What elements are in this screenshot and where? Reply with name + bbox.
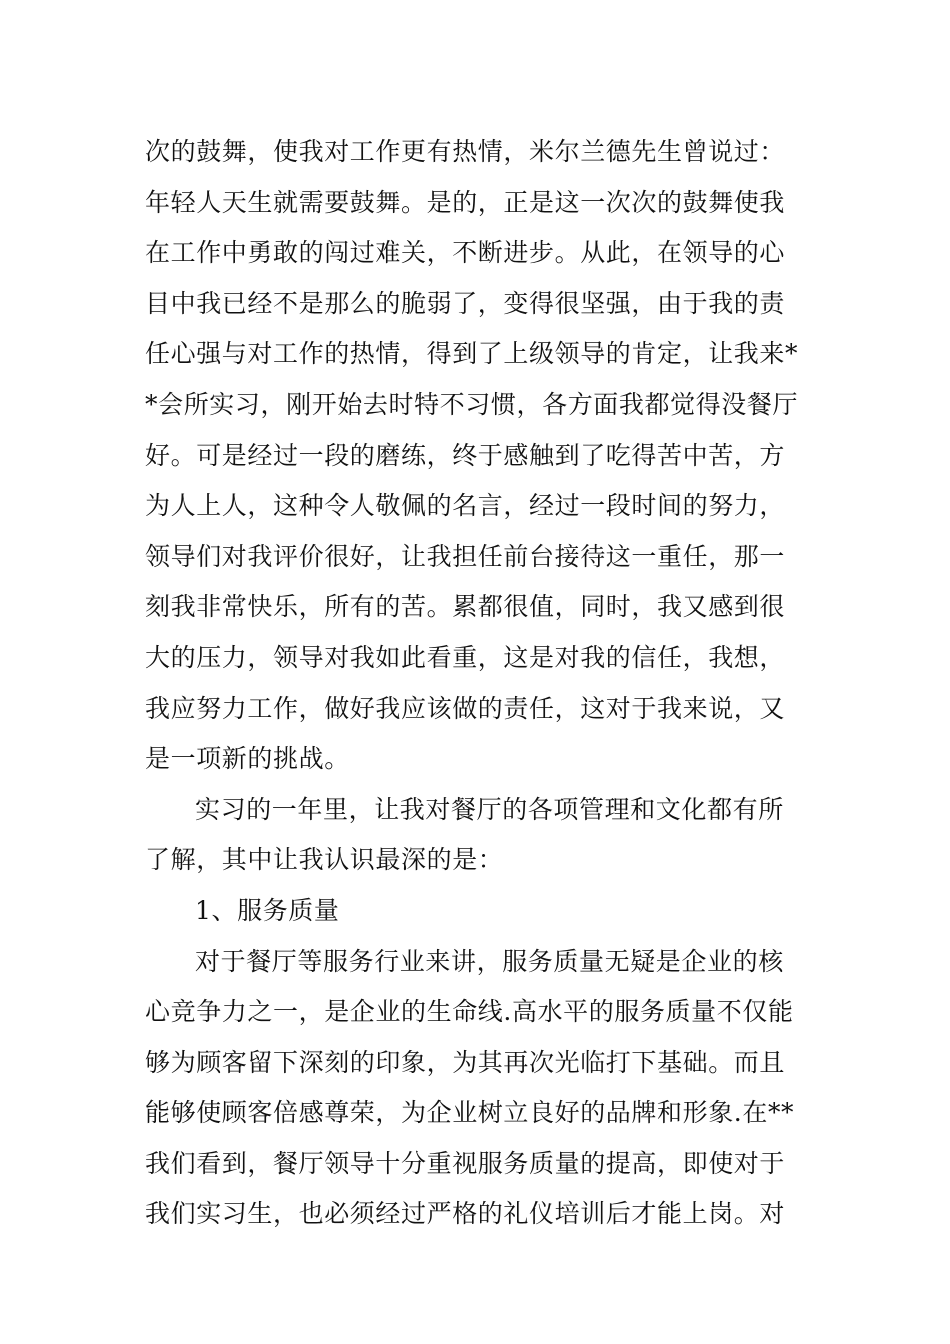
text-line: *会所实习，刚开始去时特不习惯，各方面我都觉得没餐厅 — [145, 389, 799, 419]
text-line: 任心强与对工作的热情，得到了上级领导的肯定，让我来* — [145, 339, 799, 369]
text-line: 对于餐厅等服务行业来讲，服务质量无疑是企业的核 — [195, 946, 784, 976]
text-line: 年轻人天生就需要鼓舞。是的，正是这一次次的鼓舞使我 — [145, 187, 786, 217]
body-text — [145, 127, 810, 1240]
text-line: 实习的一年里，让我对餐厅的各项管理和文化都有所 — [195, 794, 784, 824]
text-line: 1、服务质量 — [195, 895, 340, 925]
text-line: 刻我非常快乐，所有的苦。累都很值，同时，我又感到很 — [145, 592, 786, 622]
text-line: 了解，其中让我认识最深的是： — [145, 845, 504, 875]
text-line: 是一项新的挑战。 — [145, 744, 350, 774]
text-line: 次的鼓舞，使我对工作更有热情，米尔兰德先生曾说过： — [145, 137, 786, 166]
text-line: 我们看到，餐厅领导十分重视服务质量的提高，即使对于 — [145, 1148, 786, 1178]
text-line: 大的压力，领导对我如此看重，这是对我的信任，我想， — [145, 642, 786, 672]
text-line: 为人上人，这种令人敬佩的名言，经过一段时间的努力， — [145, 491, 786, 521]
text-line: 在工作中勇敢的闯过难关，不断进步。从此，在领导的心 — [145, 238, 786, 268]
text-line: 我们实习生，也必须经过严格的礼仪培训后才能上岗。对 — [145, 1199, 786, 1229]
text-line: 我应努力工作，做好我应该做的责任，这对于我来说，又 — [145, 693, 786, 723]
text-line: 领导们对我评价很好，让我担任前台接待这一重任，那一 — [145, 541, 786, 571]
text-line: 够为顾客留下深刻的印象，为其再次光临打下基础。而且 — [145, 1047, 786, 1077]
text-line: 能够使顾客倍感尊荣，为企业树立良好的品牌和形象.在** — [145, 1098, 795, 1128]
text-line: 目中我已经不是那么的脆弱了，变得很坚强，由于我的责 — [145, 288, 786, 318]
text-line: 心竞争力之一，是企业的生命线.高水平的服务质量不仅能 — [145, 997, 794, 1027]
text-line: 好。可是经过一段的磨练，终于感触到了吃得苦中苦，方 — [145, 440, 786, 470]
